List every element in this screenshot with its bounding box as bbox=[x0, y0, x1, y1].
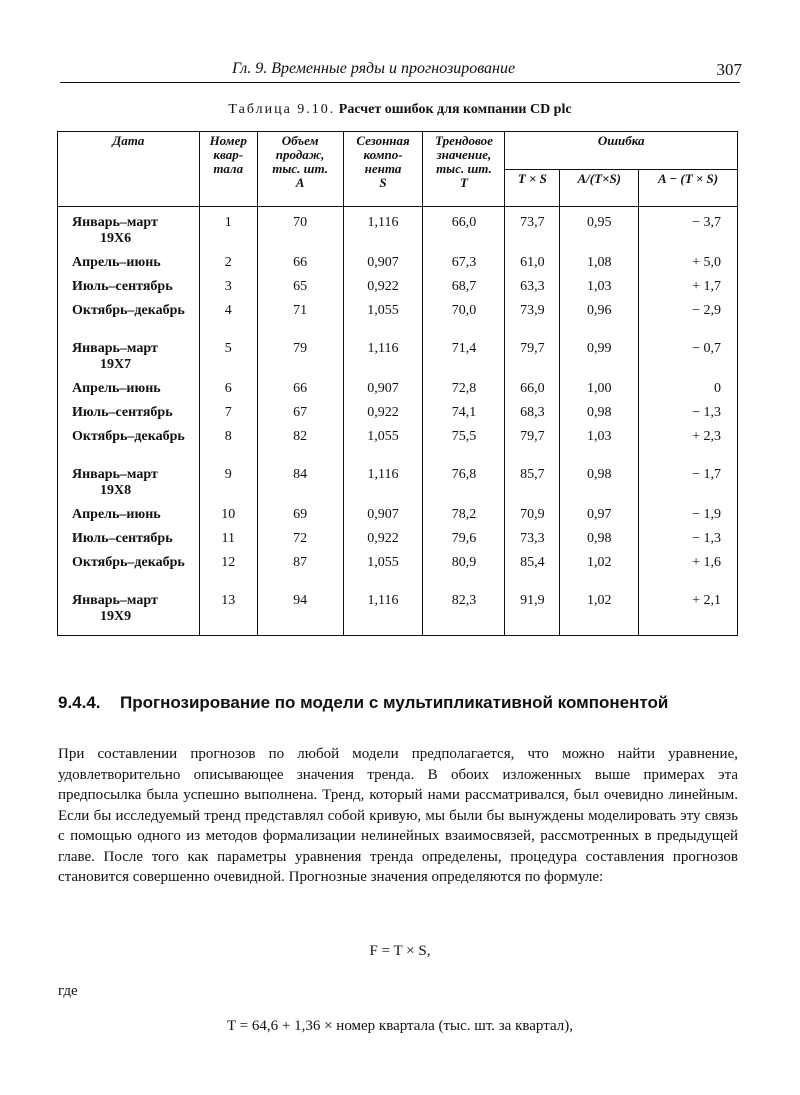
cell-sales: 79 bbox=[257, 323, 343, 377]
cell-date-label: Октябрь–декабрь bbox=[72, 555, 185, 570]
cell-seasonal: 0,907 bbox=[343, 251, 423, 275]
cell-sales: 71 bbox=[257, 299, 343, 323]
cell-diff: + 5,0 bbox=[639, 251, 738, 275]
cell-diff: + 2,1 bbox=[639, 575, 738, 636]
header-seasonal-symbol: S bbox=[379, 175, 387, 190]
cell-date bbox=[58, 207, 200, 252]
table-row bbox=[58, 401, 738, 425]
cell-ts: 85,4 bbox=[505, 551, 560, 575]
cell-sales: 66 bbox=[257, 251, 343, 275]
cell-trend: 68,7 bbox=[423, 275, 505, 299]
formula-trend: T = 64,6 + 1,36 × номер квартала (тыс. шт. за квартал), bbox=[227, 1018, 573, 1034]
cell-trend: 70,0 bbox=[423, 299, 505, 323]
cell-seasonal: 1,116 bbox=[343, 207, 423, 252]
cell-ratio: 0,98 bbox=[560, 527, 639, 551]
table-row bbox=[58, 251, 738, 275]
cell-date bbox=[58, 575, 200, 636]
cell-seasonal: 0,922 bbox=[343, 275, 423, 299]
chapter-title: Гл. 9. Временные ряды и прогнозирование bbox=[232, 60, 516, 77]
cell-ts: 91,9 bbox=[505, 575, 560, 636]
cell-seasonal: 0,907 bbox=[343, 377, 423, 401]
cell-date bbox=[58, 251, 200, 275]
cell-diff: + 2,3 bbox=[639, 425, 738, 449]
table-row bbox=[58, 449, 738, 503]
cell-sales: 67 bbox=[257, 401, 343, 425]
cell-ratio: 0,98 bbox=[560, 449, 639, 503]
running-head bbox=[0, 56, 800, 84]
header-seasonal bbox=[343, 132, 423, 207]
cell-ratio: 1,02 bbox=[560, 575, 639, 636]
cell-date-label: Октябрь–декабрь bbox=[72, 429, 185, 444]
cell-seasonal: 1,116 bbox=[343, 323, 423, 377]
cell-seasonal: 0,907 bbox=[343, 503, 423, 527]
cell-sales: 84 bbox=[257, 449, 343, 503]
header-trend-symbol: T bbox=[459, 175, 468, 190]
header-rule bbox=[60, 82, 740, 83]
header-diff: A − (T × S) bbox=[639, 169, 738, 207]
cell-quarter: 7 bbox=[199, 401, 257, 425]
cell-date-label: Июль–сентябрь bbox=[72, 279, 173, 294]
cell-date-label: Апрель–июнь bbox=[72, 381, 161, 396]
cell-diff: + 1,6 bbox=[639, 551, 738, 575]
table-row bbox=[58, 425, 738, 449]
page-number: 307 bbox=[716, 60, 742, 79]
header-date: Дата bbox=[58, 132, 200, 207]
cell-quarter: 6 bbox=[199, 377, 257, 401]
cell-trend: 66,0 bbox=[423, 207, 505, 252]
cell-trend: 80,9 bbox=[423, 551, 505, 575]
cell-trend: 79,6 bbox=[423, 527, 505, 551]
error-table bbox=[57, 131, 738, 636]
cell-ts: 73,7 bbox=[505, 207, 560, 252]
cell-diff: + 1,7 bbox=[639, 275, 738, 299]
cell-sales: 70 bbox=[257, 207, 343, 252]
section-title: Прогнозирование по модели с мультипликативной компонентой bbox=[120, 693, 669, 712]
cell-ts: 73,3 bbox=[505, 527, 560, 551]
cell-diff: − 2,9 bbox=[639, 299, 738, 323]
cell-ratio: 0,97 bbox=[560, 503, 639, 527]
cell-date bbox=[58, 503, 200, 527]
cell-date-label: Январь–март bbox=[72, 593, 158, 608]
cell-diff: 0 bbox=[639, 377, 738, 401]
cell-quarter: 11 bbox=[199, 527, 257, 551]
cell-sales: 66 bbox=[257, 377, 343, 401]
body-paragraph: При составлении прогнозов по любой модели предполагается, что можно найти уравнение, удовлетворительно описывающее значения тренда. В обоих изложенных выше примерах эта предпосылка была успешно выполнена. Тренд, который нами рассматривался, был очевидно линейным. Если бы исследуемый тренд представлял собой кривую, мы были бы вынуждены моделировать эту связь с помощью одного из методов формализации нелинейных взаимосвязей, рассмотренных в предыдущей главе. После того как параметры уравнения тренда определены, процедура составления прогнозов становится совершенно очевидной. Прогнозные значения определяются по формуле: bbox=[58, 746, 738, 885]
header-trend bbox=[423, 132, 505, 207]
table-body bbox=[58, 207, 738, 636]
header-sales-symbol: A bbox=[295, 175, 305, 190]
header-trend-label: Трендовое значение, тыс. шт. bbox=[434, 133, 493, 176]
cell-diff: − 0,7 bbox=[639, 323, 738, 377]
cell-date-label: Январь–март bbox=[72, 341, 158, 356]
cell-trend: 78,2 bbox=[423, 503, 505, 527]
header-quarter: Номер квар-тала bbox=[199, 132, 257, 207]
cell-diff: − 1,9 bbox=[639, 503, 738, 527]
cell-seasonal: 1,055 bbox=[343, 551, 423, 575]
cell-trend: 72,8 bbox=[423, 377, 505, 401]
cell-year: 19X6 bbox=[100, 231, 132, 246]
cell-trend: 74,1 bbox=[423, 401, 505, 425]
cell-quarter: 9 bbox=[199, 449, 257, 503]
cell-ratio: 1,03 bbox=[560, 275, 639, 299]
cell-seasonal: 1,055 bbox=[343, 299, 423, 323]
cell-ratio: 0,99 bbox=[560, 323, 639, 377]
cell-ratio: 1,00 bbox=[560, 377, 639, 401]
cell-date bbox=[58, 425, 200, 449]
cell-date-label: Апрель–июнь bbox=[72, 255, 161, 270]
cell-ratio: 1,03 bbox=[560, 425, 639, 449]
cell-date bbox=[58, 449, 200, 503]
cell-date bbox=[58, 275, 200, 299]
table-row bbox=[58, 551, 738, 575]
cell-ratio: 0,98 bbox=[560, 401, 639, 425]
cell-year: 19X9 bbox=[100, 609, 132, 624]
cell-ts: 79,7 bbox=[505, 323, 560, 377]
header-sales-label: Объем продаж, тыс. шт. bbox=[272, 133, 328, 176]
cell-date-label: Июль–сентябрь bbox=[72, 405, 173, 420]
cell-year: 19X7 bbox=[100, 357, 132, 372]
cell-seasonal: 1,116 bbox=[343, 575, 423, 636]
cell-seasonal: 1,055 bbox=[343, 425, 423, 449]
cell-ts: 68,3 bbox=[505, 401, 560, 425]
cell-date bbox=[58, 299, 200, 323]
cell-seasonal: 1,116 bbox=[343, 449, 423, 503]
cell-date bbox=[58, 377, 200, 401]
cell-quarter: 10 bbox=[199, 503, 257, 527]
cell-date-label: Апрель–июнь bbox=[72, 507, 161, 522]
cell-diff: − 1,7 bbox=[639, 449, 738, 503]
table-row bbox=[58, 503, 738, 527]
cell-year: 19X8 bbox=[100, 483, 132, 498]
cell-trend: 76,8 bbox=[423, 449, 505, 503]
header-sales bbox=[257, 132, 343, 207]
cell-date-label: Январь–март bbox=[72, 467, 158, 482]
section-number: 9.4.4. bbox=[58, 693, 101, 712]
formula-forecast: F = T × S, bbox=[369, 943, 431, 959]
cell-quarter: 2 bbox=[199, 251, 257, 275]
cell-sales: 87 bbox=[257, 551, 343, 575]
header-ts: T × S bbox=[505, 169, 560, 207]
cell-quarter: 3 bbox=[199, 275, 257, 299]
table-row bbox=[58, 575, 738, 636]
cell-sales: 94 bbox=[257, 575, 343, 636]
cell-diff: − 1,3 bbox=[639, 527, 738, 551]
table-row bbox=[58, 323, 738, 377]
cell-diff: − 1,3 bbox=[639, 401, 738, 425]
cell-ts: 61,0 bbox=[505, 251, 560, 275]
header-ratio: A/(T×S) bbox=[560, 169, 639, 207]
table-caption-title: Расчет ошибок для компании CD plc bbox=[338, 102, 572, 117]
cell-ts: 63,3 bbox=[505, 275, 560, 299]
cell-date-label: Октябрь–декабрь bbox=[72, 303, 185, 318]
cell-date-label: Июль–сентябрь bbox=[72, 531, 173, 546]
table-caption bbox=[0, 102, 800, 118]
table-row bbox=[58, 207, 738, 252]
cell-sales: 72 bbox=[257, 527, 343, 551]
cell-date bbox=[58, 401, 200, 425]
table-row bbox=[58, 299, 738, 323]
cell-seasonal: 0,922 bbox=[343, 527, 423, 551]
cell-quarter: 4 bbox=[199, 299, 257, 323]
cell-date bbox=[58, 527, 200, 551]
table-row bbox=[58, 275, 738, 299]
cell-trend: 82,3 bbox=[423, 575, 505, 636]
cell-ts: 85,7 bbox=[505, 449, 560, 503]
header-seasonal-label: Сезонная компо-нента bbox=[356, 133, 410, 176]
table-caption-label: Таблица 9.10. bbox=[228, 102, 336, 117]
cell-trend: 71,4 bbox=[423, 323, 505, 377]
table-header-row bbox=[58, 132, 738, 170]
cell-ts: 79,7 bbox=[505, 425, 560, 449]
section-heading bbox=[58, 692, 678, 713]
cell-quarter: 12 bbox=[199, 551, 257, 575]
header-error-group: Ошибка bbox=[505, 132, 738, 170]
cell-sales: 65 bbox=[257, 275, 343, 299]
cell-diff: − 3,7 bbox=[639, 207, 738, 252]
cell-quarter: 5 bbox=[199, 323, 257, 377]
cell-ratio: 0,95 bbox=[560, 207, 639, 252]
table-row bbox=[58, 377, 738, 401]
cell-quarter: 8 bbox=[199, 425, 257, 449]
where-label: где bbox=[58, 983, 78, 999]
cell-ratio: 1,08 bbox=[560, 251, 639, 275]
cell-ratio: 0,96 bbox=[560, 299, 639, 323]
cell-quarter: 1 bbox=[199, 207, 257, 252]
cell-ts: 73,9 bbox=[505, 299, 560, 323]
cell-sales: 82 bbox=[257, 425, 343, 449]
cell-trend: 67,3 bbox=[423, 251, 505, 275]
cell-seasonal: 0,922 bbox=[343, 401, 423, 425]
table-row bbox=[58, 527, 738, 551]
cell-quarter: 13 bbox=[199, 575, 257, 636]
cell-ts: 66,0 bbox=[505, 377, 560, 401]
cell-ratio: 1,02 bbox=[560, 551, 639, 575]
cell-trend: 75,5 bbox=[423, 425, 505, 449]
cell-date bbox=[58, 551, 200, 575]
cell-ts: 70,9 bbox=[505, 503, 560, 527]
cell-date-label: Январь–март bbox=[72, 215, 158, 230]
cell-date bbox=[58, 323, 200, 377]
cell-sales: 69 bbox=[257, 503, 343, 527]
